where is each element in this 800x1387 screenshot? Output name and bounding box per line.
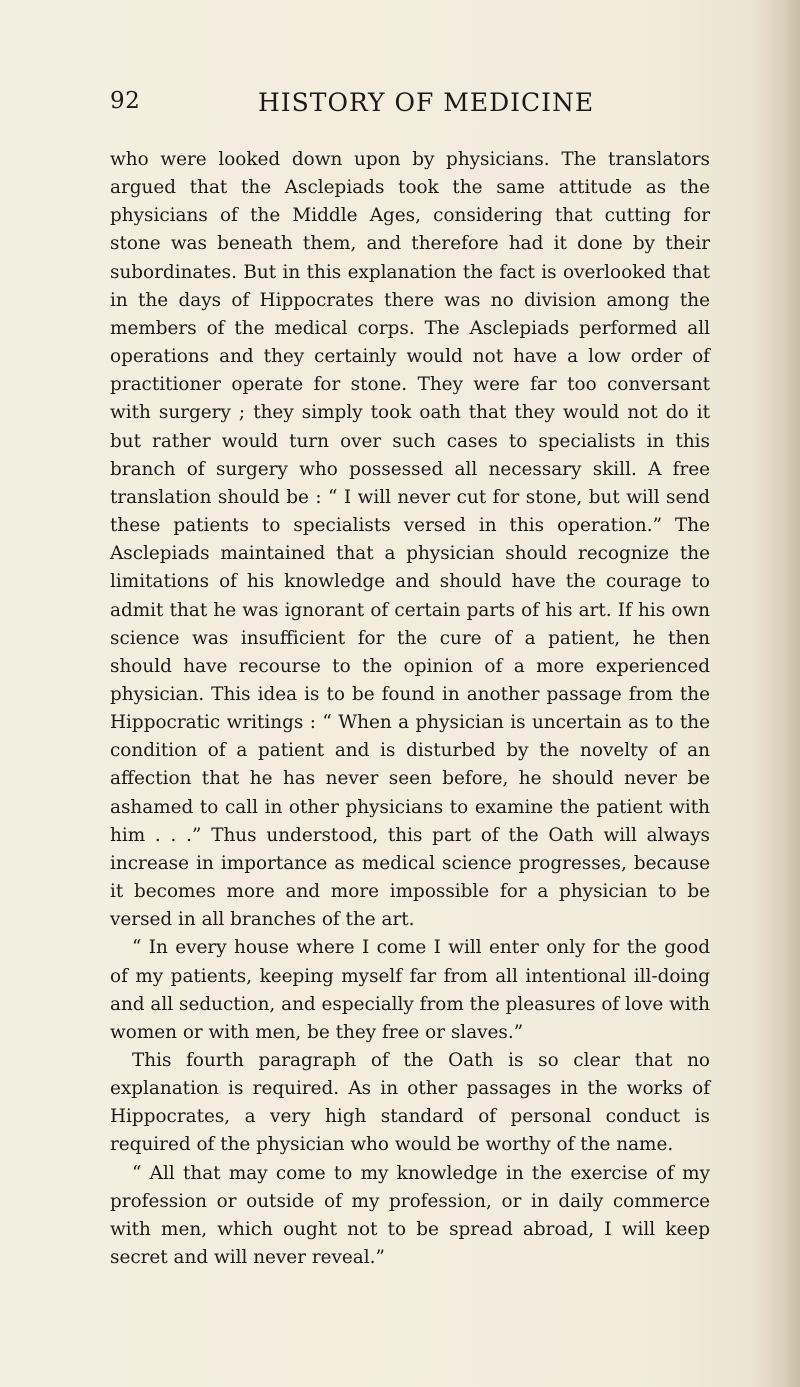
page-header: [110, 88, 705, 128]
paragraph-1: who were looked down upon by physicians. The translators argued that the Asclepiads took the same attitude as the physicians of the Middle Ages, considering that cutting for stone was beneath them, and therefore had it done by their subordinates. But in this explanation the fact is overlooked that in the days of Hippocrates there was no division among the members of the medical corps. The Asclepiads performed all operations and they certainly would not have a low order of practitioner operate for stone. They were far too conversant with surgery ; they simply took oath that they would not do it but rather would turn over such cases to specialists in this branch of surgery who possessed all necessary skill. A free translation should be : “ I will never cut for stone, but will send these patients to specialists versed in this operation.” The Asclepiads maintained that a physician should recognize the limitations of his knowledge and should have the courage to admit that he was ignorant of certain parts of his art. If his own science was insufficient for the cure of a patient, he then should have recourse to the opinion of a more experienced physician. This idea is to be found in another passage from the Hippocratic writings : “ When a physician is uncertain as to the condition of a patient and is disturbed by the novelty of an affection that he has never seen before, he should never be ashamed to call in other physicians to examine the patient with him . . .” Thus understood, this part of the Oath will always increase in importance as medical science progresses, because it becomes more and more impossible for a physician to be versed in all branches of the art.: [110, 149, 710, 931]
paragraph-2: “ In every house where I come I will enter only for the good of my patients, keeping myself far from all intentional ill-doing and all seduction, and especially from the pleasures of love with women or with men, be they free or slaves.”: [110, 937, 710, 1043]
paragraph-4: “ All that may come to my knowledge in the exercise of my profession or outside of my profession, or in daily commerce with men, which ought not to be spread abroad, I will keep secret and will never reveal.”: [110, 1162, 710, 1269]
paragraph-3: This fourth paragraph of the Oath is so clear that no explanation is required. As in other passages in the works of Hippocrates, a very high standard of personal conduct is required of the physician who would be worthy of the name.: [110, 1050, 710, 1156]
body-text: [110, 146, 710, 1272]
running-title: HISTORY OF MEDICINE: [258, 88, 595, 117]
page-number: 92: [110, 88, 141, 114]
